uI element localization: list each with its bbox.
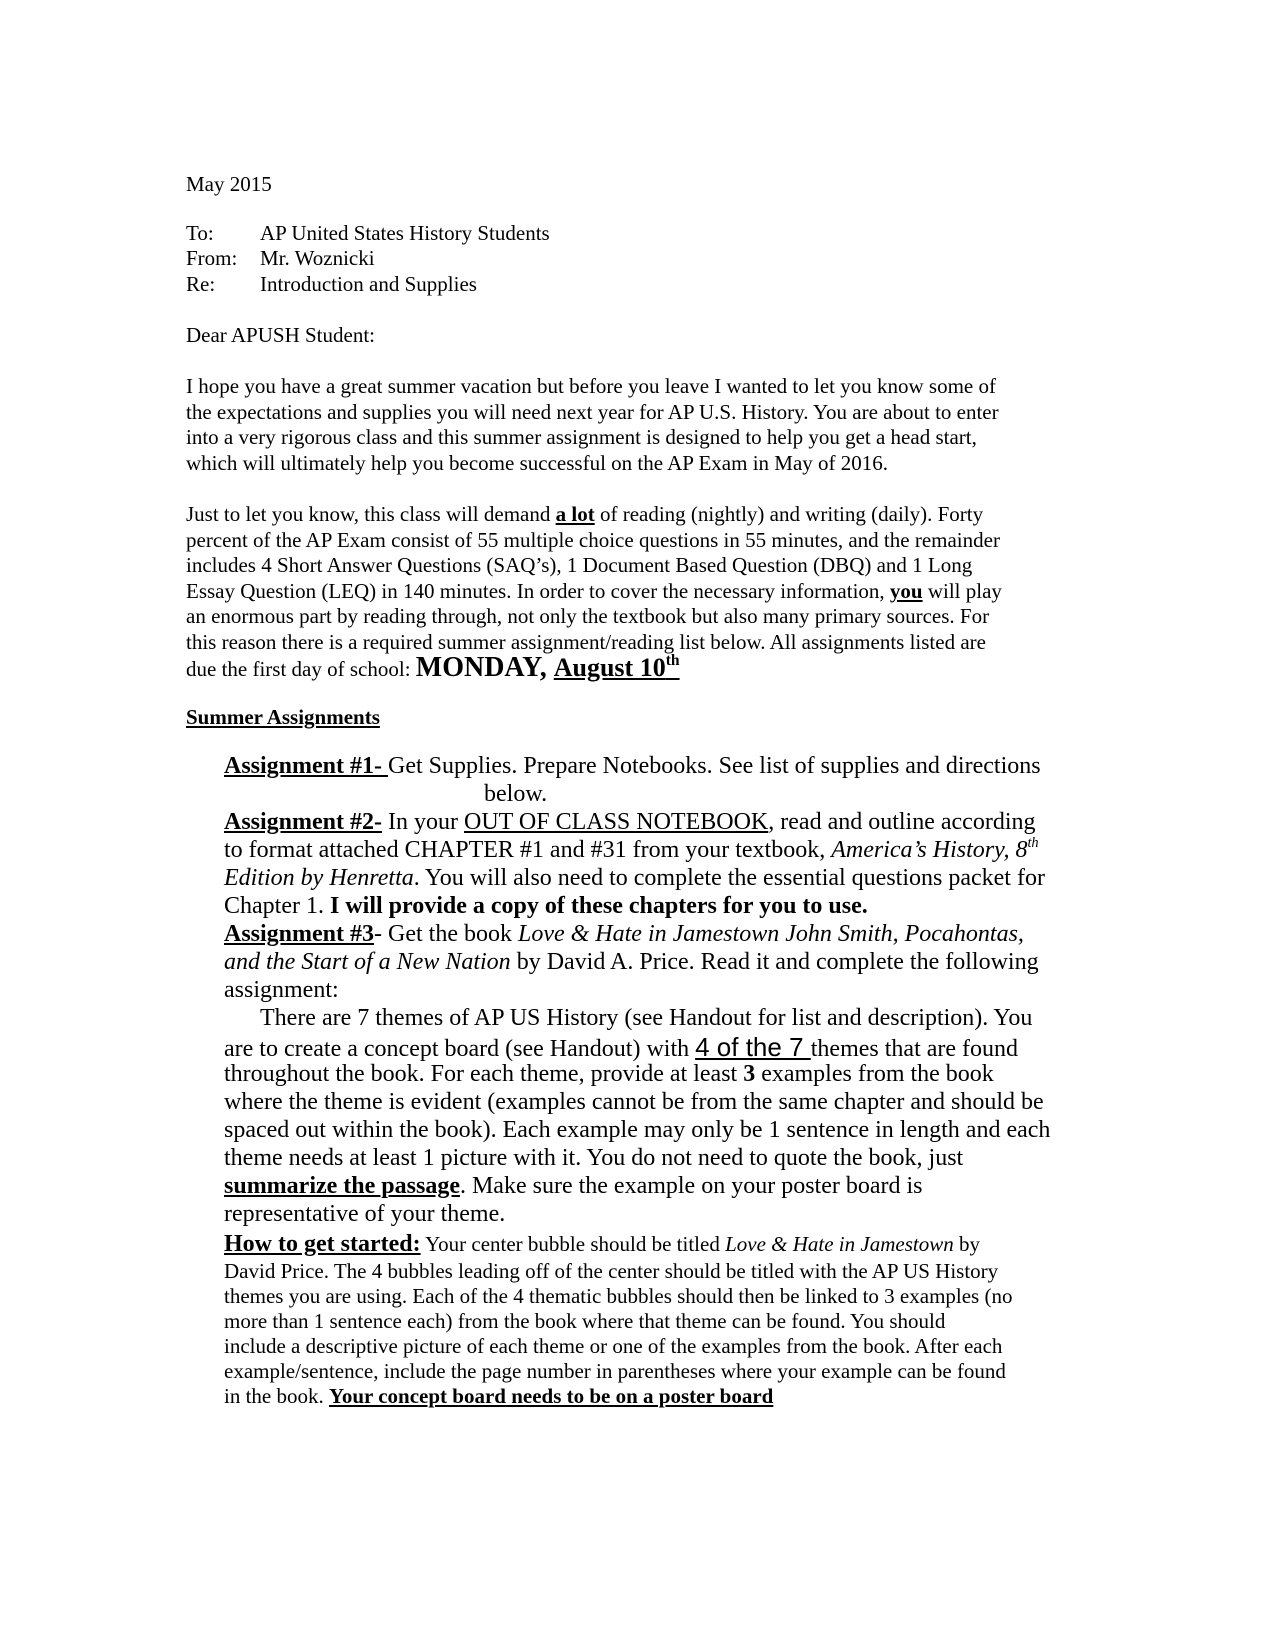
para1-line: into a very rigorous class and this summer assignment is designed to help you get a head start, [186, 425, 977, 449]
notebook-name: OUT OF CLASS NOTEBOOK [464, 809, 769, 835]
assignment-1: Assignment #1- Get Supplies. Prepare Notebooks. See list of supplies and directions [224, 753, 1041, 779]
themes-line: representative of your theme. [224, 1201, 506, 1227]
salutation: Dear APUSH Student: [186, 323, 375, 347]
para2-line: Just to let you know, this class will demand a lot of reading (nightly) and writing (daily). Forty [186, 502, 984, 526]
themes-line: throughout the book. For each theme, provide at least 3 examples from the book [224, 1061, 994, 1087]
assignment-3-line: and the Start of a New Nation by David A. Price. Read it and complete the following [224, 949, 1039, 975]
assignment-3-line: assignment: [224, 977, 339, 1003]
assignment-2-line: Chapter 1. I will provide a copy of these chapters for you to use. [224, 893, 868, 919]
themes-line: theme needs at least 1 picture with it. You do not need to quote the book, just [224, 1145, 964, 1171]
para2-line: includes 4 Short Answer Questions (SAQ’s), 1 Document Based Question (DBQ) and 1 Long [186, 553, 973, 577]
para2-line: Essay Question (LEQ) in 140 minutes. In order to cover the necessary information, you will play [186, 579, 1002, 603]
themes-line: where the theme is evident (examples cannot be from the same chapter and should be [224, 1089, 1044, 1115]
howto-line: themes you are using. Each of the 4 thematic bubbles should then be linked to 3 examples (no [224, 1284, 1013, 1308]
book-title: Love & Hate in Jamestown John Smith, Pocahontas, [517, 921, 1024, 947]
howto-line: in the book. Your concept board needs to be on a poster board [224, 1384, 774, 1408]
para2-line: percent of the AP Exam consist of 55 multiple choice questions in 55 minutes, and the remainder [186, 528, 1000, 552]
due-date: August 10th [553, 651, 680, 682]
memo-from-label: From: [186, 246, 238, 270]
assignment-3: Assignment #3- Get the book Love & Hate in Jamestown John Smith, Pocahontas, [224, 921, 1024, 947]
assignment-3-label: Assignment #3 [224, 921, 375, 947]
memo-to-value: AP United States History Students [260, 221, 550, 245]
themes-line: summarize the passage. Make sure the example on your poster board is [224, 1173, 923, 1199]
memo-to-label: To: [186, 221, 214, 245]
para1-line: I hope you have a great summer vacation but before you leave I wanted to let you know some of [186, 374, 996, 398]
assignment-2-line: Edition by Henretta. You will also need to complete the essential questions packet for [224, 865, 1045, 891]
para2-line: an enormous part by reading through, not only the textbook but also many primary sources. For [186, 604, 990, 628]
howto-line: more than 1 sentence each) from the book where that theme can be found. You should [224, 1309, 946, 1333]
para1-line: which will ultimately help you become successful on the AP Exam in May of 2016. [186, 451, 889, 475]
emphasis-a-lot: a lot [555, 502, 595, 526]
emphasis-you: you [889, 579, 923, 603]
assignment-1-label: Assignment #1- [224, 753, 389, 779]
themes-line: are to create a concept board (see Handout) with 4 of the 7 themes that are found [224, 1032, 1019, 1062]
memo-from-value: Mr. Woznicki [260, 246, 375, 270]
howto-label: How to get started: [224, 1231, 421, 1257]
assignment-2-label: Assignment #2- [224, 809, 383, 835]
howto-line: include a descriptive picture of each theme or one of the examples from the book. After each [224, 1334, 1003, 1358]
section-heading: Summer Assignments [186, 705, 380, 729]
para1-line: the expectations and supplies you will need next year for AP U.S. History. You are about to enter [186, 400, 999, 424]
memo-date: May 2015 [186, 172, 272, 196]
assignment-2-line: to format attached CHAPTER #1 and #31 from your textbook, America’s History, 8th [224, 834, 1039, 863]
memo-re-label: Re: [186, 272, 216, 296]
themes-count: 4 of the 7 [695, 1032, 811, 1062]
due-day: MONDAY, [415, 652, 554, 683]
howto-line: David Price. The 4 bubbles leading off of the center should be titled with the AP US History [224, 1259, 999, 1283]
assignment-1-cont: below. [484, 781, 548, 807]
assignment-2: Assignment #2- In your OUT OF CLASS NOTEBOOK, read and outline according [224, 809, 1036, 835]
memo-re-value: Introduction and Supplies [260, 272, 477, 296]
howto-line: How to get started: Your center bubble should be titled Love & Hate in Jamestown by [224, 1231, 980, 1257]
para2-line: this reason there is a required summer assignment/reading list below. All assignments listed are [186, 630, 986, 654]
poster-board-emphasis: Your concept board needs to be on a poster board [329, 1384, 774, 1408]
themes-line: spaced out within the book). Each example may only be 1 sentence in length and each [224, 1117, 1051, 1143]
due-date-line: due the first day of school: MONDAY, August 10th [186, 651, 680, 683]
summarize-emphasis: summarize the passage [224, 1173, 460, 1199]
themes-line: There are 7 themes of AP US History (see Handout for list and description). You [260, 1005, 1033, 1031]
howto-line: example/sentence, include the page number in parentheses where your example can be found [224, 1359, 1006, 1383]
